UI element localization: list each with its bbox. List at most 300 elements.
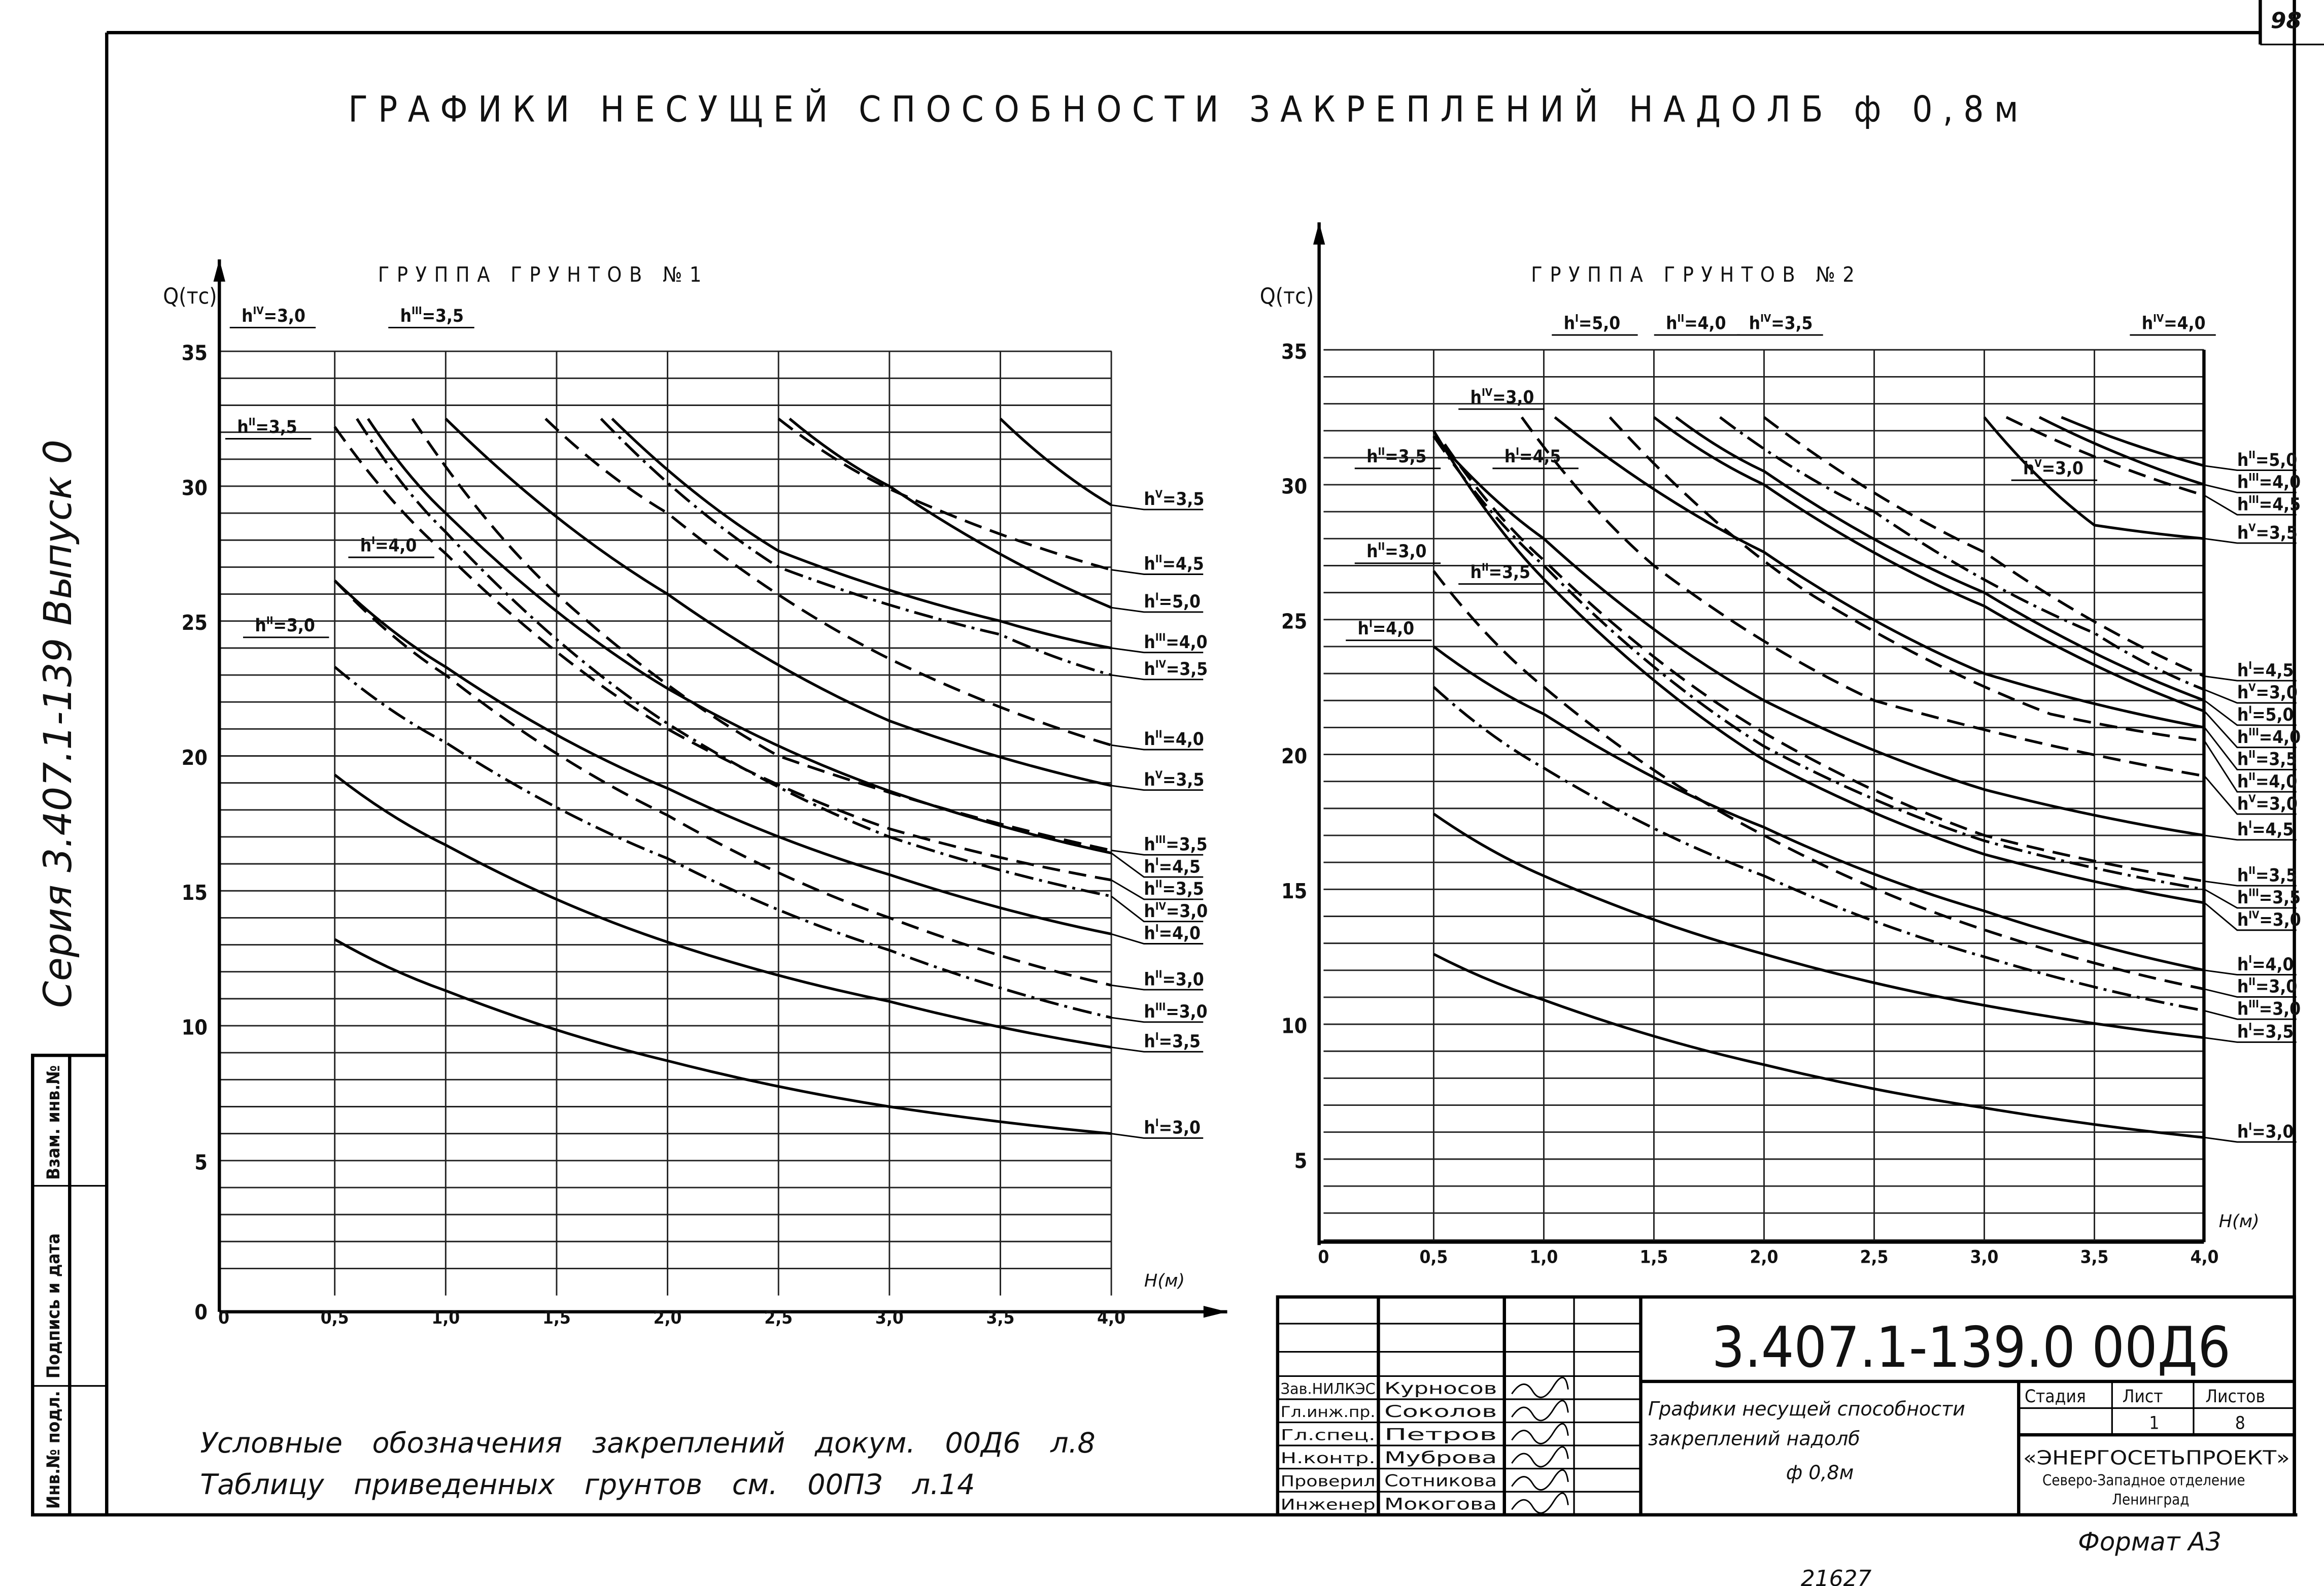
callout-prefix: h xyxy=(2023,458,2035,479)
series-label-eq: = xyxy=(2259,887,2273,908)
series-curve xyxy=(1522,417,2205,776)
callout-eq: = xyxy=(1492,387,1506,408)
y-axis-arrow-icon xyxy=(1313,222,1325,245)
sheets-header: Листов xyxy=(2205,1386,2266,1407)
callout-index: IV xyxy=(2153,312,2164,324)
series-curve xyxy=(778,419,1111,570)
series-label-prefix: h xyxy=(2237,522,2249,544)
y-tick-label: 25 xyxy=(1281,609,1308,634)
series-label-eq: = xyxy=(2252,704,2266,726)
callout-prefix: h xyxy=(400,305,412,326)
series-label xyxy=(2237,493,2301,515)
series-label-prefix: h xyxy=(1144,879,1155,900)
series-label-prefix: h xyxy=(2237,887,2249,908)
stamp-inv-podl: Инв.№ подл. xyxy=(43,1391,64,1509)
series-label-index: I xyxy=(1155,922,1159,935)
callout-prefix: h xyxy=(2141,313,2154,334)
series-label-index: I xyxy=(2248,1021,2252,1033)
series-label-eq: = xyxy=(1163,489,1176,510)
description-line-1: Графики несущей способности xyxy=(1648,1398,1965,1421)
signature xyxy=(1512,1447,1568,1467)
paper-format: Формат А3 xyxy=(2078,1527,2222,1557)
series-label xyxy=(2237,682,2298,703)
x-tick-label: 3,0 xyxy=(875,1307,904,1329)
series-label-index: III xyxy=(2248,471,2259,484)
series-label-prefix: h xyxy=(1144,834,1155,855)
note-legend-reference: Условные обозначения закреплений докум. 00Д6 л.8 xyxy=(200,1427,1096,1460)
callout-index: IV xyxy=(1482,386,1493,398)
signature xyxy=(1512,1424,1568,1443)
series-label xyxy=(2237,864,2297,886)
series-label-prefix: h xyxy=(2237,726,2249,748)
series-label-prefix: h xyxy=(2237,976,2249,997)
y-tick-label: 35 xyxy=(1281,339,1308,364)
callout-index: IV xyxy=(253,305,264,317)
series-label xyxy=(2237,1021,2294,1042)
series-label-eq: = xyxy=(1158,1117,1173,1138)
series-label-prefix: h xyxy=(2237,494,2249,515)
series-label xyxy=(1144,833,1207,855)
series-label-value: 3,0 xyxy=(2272,909,2301,931)
series-label-eq: = xyxy=(1166,659,1180,680)
series-label-eq: = xyxy=(2252,1121,2266,1142)
callout-eq: = xyxy=(1488,562,1502,583)
callout-eq: = xyxy=(1519,446,1533,467)
series-label-prefix: h xyxy=(1144,729,1155,750)
series-label-index: III xyxy=(1155,1000,1166,1013)
signer-role: Зав.НИЛКЭС xyxy=(1280,1380,1376,1398)
organization-city: Ленинград xyxy=(2112,1491,2190,1508)
series-label-index: I xyxy=(1155,855,1159,868)
series-label-value: 3,0 xyxy=(1172,1117,1201,1138)
series-label-eq: = xyxy=(2259,494,2273,515)
callout-label xyxy=(1505,446,1561,467)
callout-label xyxy=(1366,541,1426,562)
callout-label xyxy=(237,416,297,437)
series-label xyxy=(1144,631,1207,653)
series-label-index: I xyxy=(1155,1030,1159,1042)
series-label-prefix: h xyxy=(2237,954,2249,975)
callout-label xyxy=(1358,617,1415,639)
series-label-eq: = xyxy=(1162,969,1176,990)
series-label-index: III xyxy=(2248,997,2259,1010)
series-label-index: III xyxy=(1155,631,1166,644)
series-label-prefix: h xyxy=(1144,591,1155,613)
signature xyxy=(1512,1470,1568,1490)
series-label-eq: = xyxy=(2259,909,2273,931)
x-tick-label: 1,5 xyxy=(1639,1246,1668,1268)
series-label xyxy=(2237,659,2294,681)
series-label-prefix: h xyxy=(1144,1001,1155,1023)
callout-index: IV xyxy=(1760,312,1771,324)
title-block xyxy=(1278,1297,2295,1514)
x-tick-label: 1,5 xyxy=(542,1307,571,1329)
series-label-value: 4,5 xyxy=(2265,660,2294,681)
chart-title: ГРУППА ГРУНТОВ №1 xyxy=(378,262,709,287)
signer-role: Н.контр. xyxy=(1280,1449,1376,1467)
series-label-index: II xyxy=(2248,748,2255,761)
series-label-index: V xyxy=(2248,792,2256,805)
series-label-index: V xyxy=(1155,488,1163,500)
series-label xyxy=(2237,770,2297,792)
callout-index: II xyxy=(1378,445,1385,458)
series-label-prefix: h xyxy=(2237,1021,2249,1042)
series-label-index: I xyxy=(1155,590,1159,603)
series-label-index: III xyxy=(2248,726,2259,738)
series-label-index: II xyxy=(2248,770,2255,783)
callout-label xyxy=(1564,312,1621,334)
callout-prefix: h xyxy=(1470,562,1482,583)
x-tick-label: 0,5 xyxy=(1419,1246,1448,1268)
series-label-value: 4,0 xyxy=(2272,471,2301,493)
series-label-eq: = xyxy=(1166,631,1179,653)
callout-index: II xyxy=(248,416,256,428)
series-label-prefix: h xyxy=(2237,998,2249,1020)
series-label xyxy=(1144,488,1204,510)
callout-prefix: h xyxy=(1357,618,1370,639)
callout-prefix: h xyxy=(1470,387,1482,408)
y-tick-label: 0 xyxy=(194,1300,208,1325)
x-tick-label: 4,0 xyxy=(1097,1307,1126,1329)
side-stamp xyxy=(32,1055,107,1514)
signer-role: Гл.спец. xyxy=(1280,1426,1376,1444)
callout-value: 3,5 xyxy=(435,305,464,326)
series-label-value: 3,5 xyxy=(2269,865,2298,886)
y-tick-label: 10 xyxy=(181,1015,208,1040)
series-label-eq: = xyxy=(2255,522,2269,544)
callout-eq: = xyxy=(1385,446,1398,467)
series-label-prefix: h xyxy=(1144,900,1155,922)
x-tick-label: 0,5 xyxy=(320,1307,349,1329)
callout-prefix: h xyxy=(255,615,266,636)
callout-value: 3,5 xyxy=(1784,313,1813,334)
y-axis-label: Q(тс) xyxy=(1259,283,1314,310)
series-label xyxy=(2237,522,2298,544)
series-label-index: II xyxy=(1155,968,1163,981)
signer-name: Соколов xyxy=(1384,1402,1497,1422)
series-label-index: II xyxy=(1155,553,1163,565)
series-curve xyxy=(1433,571,2204,989)
series-label-prefix: h xyxy=(2237,749,2249,770)
signature xyxy=(1512,1401,1568,1421)
callout-eq: = xyxy=(273,615,287,636)
callout-eq: = xyxy=(1578,313,1592,334)
x-axis-label: H(м) xyxy=(1144,1270,1185,1292)
series-label-value: 4,5 xyxy=(1172,856,1201,878)
series-label-prefix: h xyxy=(2237,471,2249,493)
callout-value: 3,0 xyxy=(1398,541,1427,562)
series-curve xyxy=(335,427,1111,880)
callout-label xyxy=(1471,386,1534,408)
callout-label xyxy=(360,534,417,556)
stamp-podpis: Подпись и дата xyxy=(43,1233,64,1379)
series-label-value: 5,0 xyxy=(2265,704,2294,726)
series-label-value: 4,0 xyxy=(2269,771,2298,792)
series-label-prefix: h xyxy=(2237,1121,2249,1142)
page-number: 98 xyxy=(2270,8,2302,34)
callout-label xyxy=(2142,312,2206,334)
callout-prefix: h xyxy=(1563,313,1576,334)
sheet-value: 1 xyxy=(2149,1412,2160,1434)
series-label-eq: = xyxy=(2255,449,2269,470)
callout-index: II xyxy=(1482,561,1489,573)
series-label-eq: = xyxy=(1166,900,1180,922)
series-label-index: I xyxy=(2248,1120,2252,1133)
series-label-value: 3,0 xyxy=(2265,1121,2294,1142)
series-label xyxy=(1144,1030,1201,1052)
series-label-index: I xyxy=(2248,659,2252,671)
series-label-value: 3,5 xyxy=(1179,834,1208,855)
series-label-prefix: h xyxy=(2237,909,2249,931)
series-label-value: 4,0 xyxy=(2265,954,2294,975)
series-label-index: I xyxy=(2248,818,2252,831)
series-label-value: 3,0 xyxy=(1175,969,1204,990)
series-label-eq: = xyxy=(2259,998,2273,1020)
series-label-eq: = xyxy=(2255,865,2269,886)
y-tick-label: 20 xyxy=(1281,744,1308,769)
x-tick-label: 4,0 xyxy=(2190,1246,2219,1268)
series-label-index: IV xyxy=(2248,908,2260,921)
series-label-value: 3,0 xyxy=(2269,682,2298,703)
note-soil-table-reference: Таблицу приведенных грунтов см. 00ПЗ л.14 xyxy=(200,1468,975,1501)
callout-label xyxy=(1366,446,1426,467)
series-label-value: 3,0 xyxy=(2269,793,2298,815)
series-label-value: 4,0 xyxy=(1172,923,1201,944)
series-label-eq: = xyxy=(2255,682,2269,703)
series-label-value: 3,5 xyxy=(1176,769,1205,790)
series-label-prefix: h xyxy=(2237,819,2249,840)
callout-value: 4,0 xyxy=(1386,618,1415,639)
callout-value: 3,0 xyxy=(277,305,305,326)
y-axis-arrow-icon xyxy=(214,259,225,282)
series-label xyxy=(2237,726,2301,748)
series-label-value: 3,5 xyxy=(2269,522,2298,544)
series-label xyxy=(2237,818,2294,840)
chart-title: ГРУППА ГРУНТОВ №2 xyxy=(1531,262,1862,287)
signer-name: Сотникова xyxy=(1384,1471,1497,1491)
series-label xyxy=(2237,887,2301,908)
callout-value: 4,0 xyxy=(1697,313,1726,334)
callout-eq: = xyxy=(2041,458,2056,479)
y-tick-label: 20 xyxy=(181,746,208,770)
series-label xyxy=(1144,922,1201,944)
stamp-vzam: Взам. инв.№ xyxy=(43,1065,64,1180)
callout-value: 4,5 xyxy=(1532,446,1561,467)
callout-index: I xyxy=(1516,445,1520,458)
series-label-value: 3,5 xyxy=(1172,1031,1201,1052)
series-label-prefix: h xyxy=(2237,704,2249,726)
callout-index: V xyxy=(2034,457,2042,469)
series-label-prefix: h xyxy=(2237,660,2249,681)
callout-prefix: h xyxy=(1366,541,1378,562)
series-label-value: 4,5 xyxy=(1175,553,1204,575)
series-label-prefix: h xyxy=(1144,553,1155,575)
series-label-value: 4,0 xyxy=(1179,631,1208,653)
series-label-value: 4,0 xyxy=(2272,726,2301,748)
series-label-value: 3,5 xyxy=(2265,1021,2294,1042)
signer-name: Петров xyxy=(1384,1425,1497,1444)
x-tick-label: 2,5 xyxy=(1860,1246,1889,1268)
callout-index: I xyxy=(1575,312,1579,324)
stage-header: Стадия xyxy=(2024,1386,2086,1407)
series-label xyxy=(1144,1000,1207,1022)
series-curve xyxy=(1555,417,2204,727)
sheet-frame xyxy=(107,0,2324,1515)
callout-label xyxy=(1666,312,1726,334)
callout-eq: = xyxy=(1684,313,1698,334)
signature xyxy=(1512,1377,1568,1397)
callout-index: III xyxy=(412,305,422,317)
series-label-index: III xyxy=(1155,833,1166,846)
x-tick-label: 0 xyxy=(218,1307,230,1329)
callout-index: I xyxy=(371,534,375,547)
series-label-value: 4,5 xyxy=(2272,494,2301,515)
series-label-eq: = xyxy=(1162,553,1176,575)
series-label-eq: = xyxy=(1158,923,1173,944)
series-label xyxy=(1144,553,1204,575)
series-label-prefix: h xyxy=(1144,769,1155,790)
series-label-eq: = xyxy=(1162,729,1176,750)
callout-eq: = xyxy=(422,305,436,326)
callout-label xyxy=(400,305,464,326)
series-label-value: 3,5 xyxy=(1176,489,1205,510)
series-label xyxy=(1144,728,1204,750)
series-label-prefix: h xyxy=(1144,969,1155,990)
series-curve xyxy=(601,419,1111,675)
series-label-eq: = xyxy=(2255,976,2269,997)
series-curve xyxy=(1433,954,2204,1137)
page-title: ГРАФИКИ НЕСУЩЕЙ СПОСОБНОСТИ ЗАКРЕПЛЕНИЙ НАДОЛБ ф 0,8м xyxy=(348,88,2029,130)
series-label-index: II xyxy=(2248,975,2255,988)
series-label-eq: = xyxy=(2259,471,2273,493)
series-label-prefix: h xyxy=(1144,489,1155,510)
callout-value: 3,5 xyxy=(1502,562,1530,583)
callout-label xyxy=(255,615,315,636)
series-label-eq: = xyxy=(2252,660,2266,681)
series-label-index: III xyxy=(2248,493,2259,505)
signer-role: Проверил xyxy=(1280,1472,1376,1490)
organization-department: Северо-Западное отделение xyxy=(2042,1471,2245,1489)
side-series-label: Серия 3.407.1-139 Выпуск 0 xyxy=(36,440,81,1008)
signature xyxy=(1512,1493,1568,1513)
callout-prefix: h xyxy=(1504,446,1516,467)
series-label-index: I xyxy=(1155,1117,1159,1129)
series-label-eq: = xyxy=(2252,954,2266,975)
series-label xyxy=(1144,878,1204,900)
series-label-prefix: h xyxy=(2237,793,2249,815)
signer-role: Инженер xyxy=(1280,1496,1376,1513)
series-label-prefix: h xyxy=(2237,771,2249,792)
x-tick-label: 2,5 xyxy=(764,1307,793,1329)
callout-prefix: h xyxy=(1366,446,1378,467)
series-curve xyxy=(335,775,1111,1048)
callout-prefix: h xyxy=(1749,313,1761,334)
series-label-index: I xyxy=(2248,953,2252,966)
callout-value: 4,0 xyxy=(388,535,417,556)
series-label xyxy=(1144,658,1208,680)
series-label xyxy=(2237,748,2297,770)
callout-value: 3,0 xyxy=(286,615,315,636)
callout-eq: = xyxy=(375,535,389,556)
series-label-index: V xyxy=(1155,768,1163,781)
signer-name: Мокогова xyxy=(1384,1494,1497,1514)
description-line-3: ф 0,8м xyxy=(1786,1461,1854,1484)
series-label xyxy=(2237,908,2301,930)
series-label-prefix: h xyxy=(2237,449,2249,470)
series-label-prefix: h xyxy=(1144,631,1155,653)
series-curve xyxy=(335,939,1111,1134)
series-label-value: 3,5 xyxy=(2272,887,2301,908)
series-curve xyxy=(1433,814,2204,1038)
callout-value: 5,0 xyxy=(1592,313,1621,334)
callout-value: 3,0 xyxy=(1506,387,1534,408)
series-label-prefix: h xyxy=(2237,865,2249,886)
document-code: 3.407.1-139.0 00Д6 xyxy=(1712,1314,2231,1380)
callout-prefix: h xyxy=(360,535,372,556)
series-label-index: IV xyxy=(1155,658,1166,670)
series-label-eq: = xyxy=(1162,879,1176,900)
archive-number: 21627 xyxy=(1800,1566,1872,1586)
series-label xyxy=(1144,591,1201,613)
series-label-value: 3,5 xyxy=(1175,879,1204,900)
series-label-value: 5,0 xyxy=(1172,591,1201,613)
x-axis-arrow-icon xyxy=(1204,1306,1227,1318)
series-label-value: 3,5 xyxy=(2269,749,2298,770)
series-label xyxy=(2237,471,2301,493)
series-label xyxy=(2237,449,2297,470)
series-label xyxy=(2237,1121,2294,1142)
callout-eq: = xyxy=(2164,313,2177,334)
callout-eq: = xyxy=(1771,313,1785,334)
x-tick-label: 3,5 xyxy=(2080,1246,2109,1268)
series-label-index: V xyxy=(2248,521,2256,534)
x-axis-label: H(м) xyxy=(2218,1211,2260,1232)
series-label-eq: = xyxy=(1158,591,1173,613)
series-curve xyxy=(545,419,1111,745)
callout-label xyxy=(242,305,305,326)
series-label-value: 3,0 xyxy=(1179,900,1208,922)
callout-label xyxy=(1749,312,1813,334)
callout-value: 3,5 xyxy=(268,416,297,437)
description-line-2: закреплений надолб xyxy=(1648,1427,1860,1450)
series-label-eq: = xyxy=(1166,1001,1179,1023)
series-label xyxy=(1144,768,1204,790)
series-label-prefix: h xyxy=(1144,1117,1155,1138)
series-label-prefix: h xyxy=(1144,1031,1155,1052)
series-label-prefix: h xyxy=(2237,682,2249,703)
x-tick-label: 2,0 xyxy=(1750,1246,1779,1268)
callout-eq: = xyxy=(263,305,278,326)
series-label-eq: = xyxy=(2252,819,2266,840)
series-label-eq: = xyxy=(2255,771,2269,792)
series-label-index: II xyxy=(2248,449,2255,461)
y-tick-label: 15 xyxy=(1281,879,1308,903)
series-label xyxy=(2237,793,2298,815)
y-tick-label: 30 xyxy=(1281,474,1308,499)
callout-index: II xyxy=(266,614,274,627)
series-label-value: 3,0 xyxy=(2272,998,2301,1020)
x-tick-label: 1,0 xyxy=(431,1307,460,1329)
series-label-index: II xyxy=(2248,864,2255,876)
series-label-prefix: h xyxy=(1144,856,1155,878)
callout-label xyxy=(1471,561,1530,583)
series-label-eq: = xyxy=(2252,1021,2266,1042)
signer-name: Курносов xyxy=(1384,1378,1497,1398)
series-label-value: 3,5 xyxy=(1179,659,1208,680)
series-label xyxy=(1144,1117,1201,1138)
series-label xyxy=(1144,968,1204,990)
series-label-index: II xyxy=(1155,878,1163,890)
